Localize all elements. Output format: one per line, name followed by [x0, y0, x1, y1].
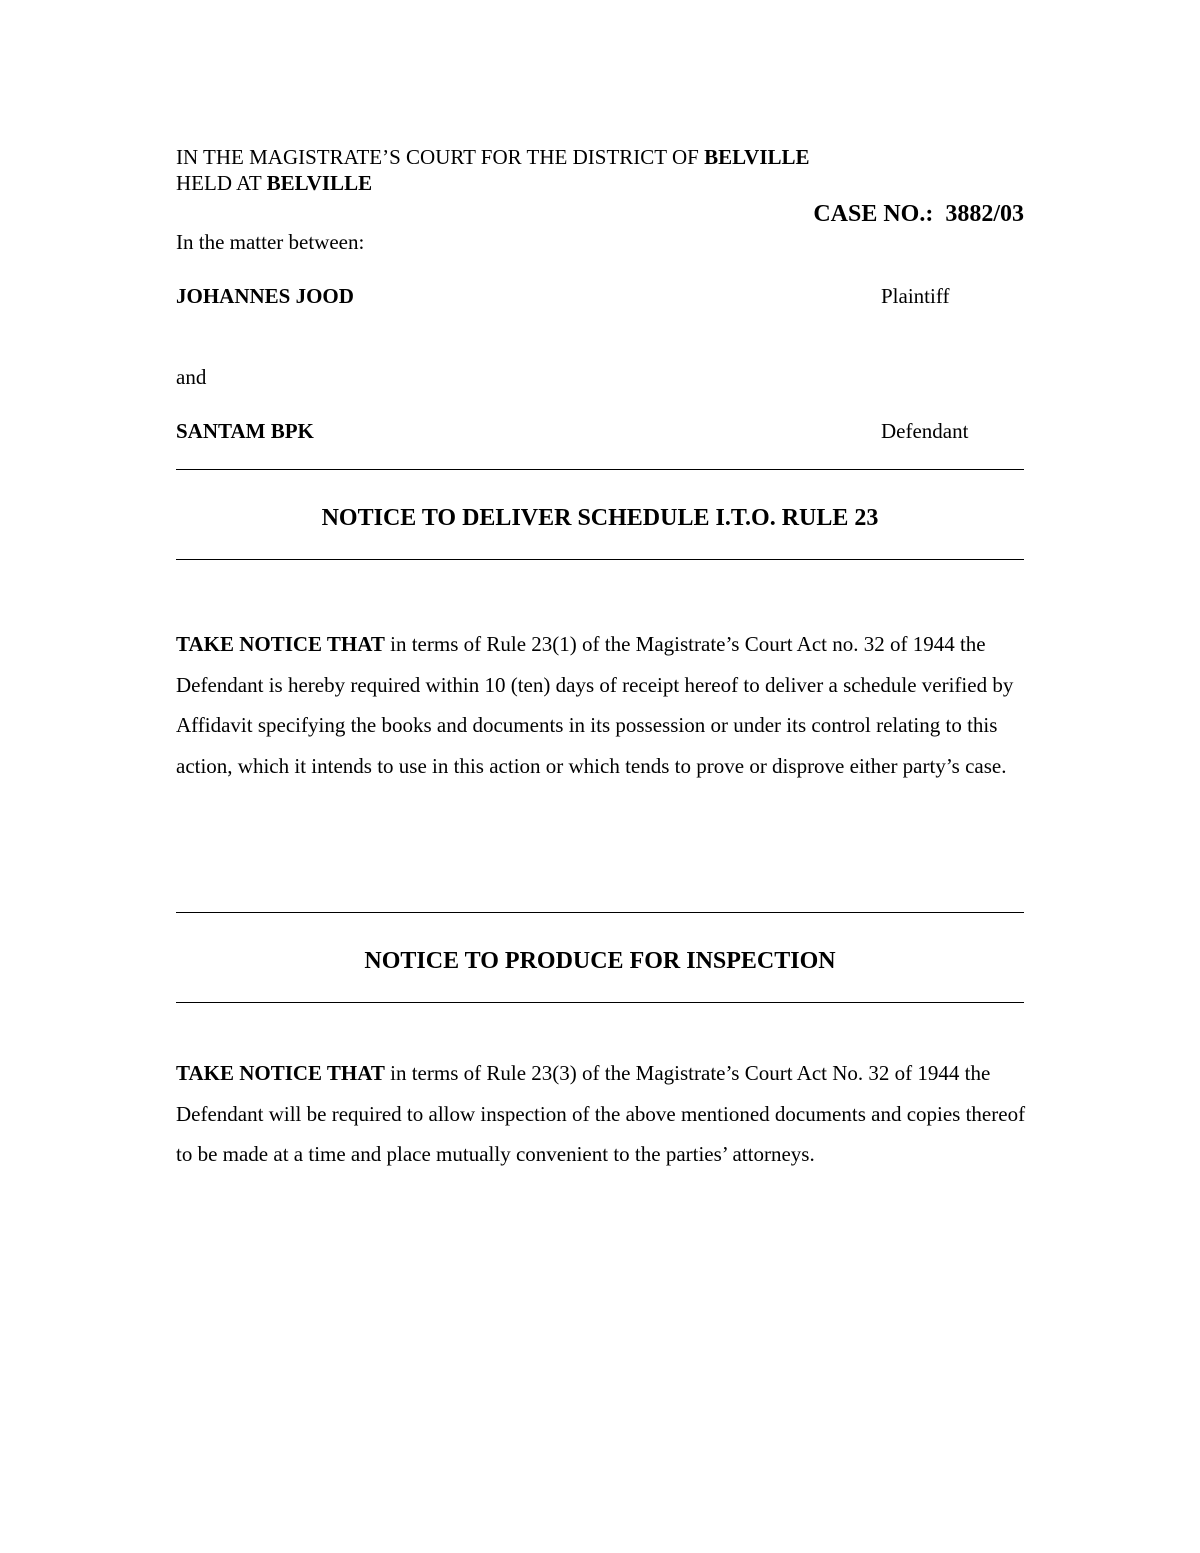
held-at-line — [176, 170, 372, 196]
section1-title: NOTICE TO DELIVER SCHEDULE I.T.O. RULE 23 — [321, 505, 879, 531]
section2-body: in terms of Rule 23(3) of the Magistrate’s Court Act No. 32 of 1944 the Defendant will be required to allow inspection of the above mentioned documents and copies thereof to be made at a time and place mutually convenient to the parties’ attorneys. — [176, 1061, 1026, 1166]
held-prefix: HELD AT — [176, 171, 267, 195]
section1-top-rule — [176, 469, 1024, 470]
section1-lead: TAKE NOTICE THAT — [176, 632, 385, 656]
section2-top-rule — [176, 912, 1024, 913]
section2-bottom-rule — [176, 1002, 1024, 1003]
matter-between: In the matter between: — [176, 230, 365, 254]
section2-paragraph — [176, 1053, 1026, 1175]
section1-paragraph — [176, 624, 1026, 786]
section2-lead: TAKE NOTICE THAT — [176, 1061, 385, 1085]
defendant-name: SANTAM BPK — [176, 419, 314, 443]
section1-body: in terms of Rule 23(1) of the Magistrate’s Court Act no. 32 of 1944 the Defendant is hereby required within 10 (ten) days of receipt hereof to deliver a schedule verified by Affidavit specifying the books and documents in its possession or under its control relating to this action, which it intends to use in this action or which tends to prove or disprove either party’s case. — [176, 632, 1014, 778]
case-number — [813, 199, 1024, 229]
section1-bottom-rule — [176, 559, 1024, 560]
parties-conjunction: and — [176, 365, 207, 389]
defendant-role: Defendant — [881, 419, 969, 443]
held-at-place: BELVILLE — [266, 171, 373, 195]
plaintiff-role: Plaintiff — [881, 284, 950, 308]
court-district: BELVILLE — [704, 145, 810, 169]
section2-title: NOTICE TO PRODUCE FOR INSPECTION — [364, 948, 836, 974]
court-prefix: IN THE MAGISTRATE’S COURT FOR THE DISTRICT OF — [176, 145, 705, 169]
case-number-label: CASE NO.: — [813, 201, 934, 227]
plaintiff-name: JOHANNES JOOD — [176, 284, 354, 308]
court-line — [176, 144, 810, 170]
case-number-value: 3882/03 — [945, 201, 1024, 227]
